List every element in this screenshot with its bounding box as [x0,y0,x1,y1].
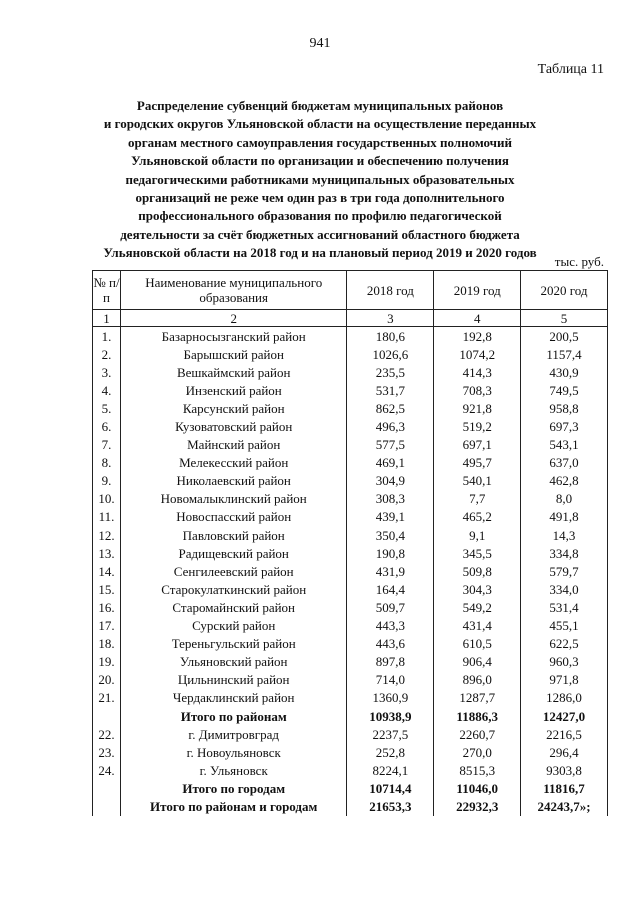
value-2018: 1360,9 [347,689,434,707]
row-number: 6. [93,417,121,435]
row-number: 24. [93,761,121,779]
value-2019: 2260,7 [434,725,521,743]
row-number: 16. [93,598,121,616]
value-2020: 971,8 [521,671,608,689]
value-2019: 192,8 [434,327,521,346]
value-2020: 462,8 [521,472,608,490]
value-2020: 334,8 [521,544,608,562]
table-row [93,327,608,346]
header-2018: 2018 год [347,271,434,310]
value-2018: 252,8 [347,743,434,761]
table-row [93,436,608,454]
value-2020: 334,0 [521,580,608,598]
table-row [93,508,608,526]
value-2019: 697,1 [434,436,521,454]
row-number: 19. [93,653,121,671]
table-row [93,526,608,544]
value-2018: 180,6 [347,327,434,346]
title-line: педагогическими работниками муниципальных образовательных [125,171,515,187]
column-number-row [93,310,608,327]
document-title [80,97,560,263]
value-2020: 8,0 [521,490,608,508]
row-number: 15. [93,580,121,598]
row-name: Цильнинский район [120,671,347,689]
row-number [93,779,121,797]
row-name: Новомалыклинский район [120,490,347,508]
row-number: 17. [93,617,121,635]
value-2020: 1286,0 [521,689,608,707]
value-2018: 496,3 [347,417,434,435]
table-row [93,417,608,435]
value-2019: 540,1 [434,472,521,490]
col-number-2: 2 [120,310,347,327]
value-2020: 24243,7»; [521,797,608,815]
value-2018: 509,7 [347,598,434,616]
value-2020: 12427,0 [521,707,608,725]
title-line: Ульяновской области на 2018 год и на плановый период 2019 и 2020 годов [103,245,537,261]
value-2020: 958,8 [521,399,608,417]
value-2018: 862,5 [347,399,434,417]
title-line: организаций не реже чем один раз в три года дополнительного [135,190,505,206]
row-number: 20. [93,671,121,689]
table-row [93,472,608,490]
header-2019: 2019 год [434,271,521,310]
subsidy-table [92,270,608,816]
row-number: 21. [93,689,121,707]
table-row [93,689,608,707]
value-2018: 10938,9 [347,707,434,725]
row-number: 7. [93,436,121,454]
value-2019: 519,2 [434,417,521,435]
row-number: 23. [93,743,121,761]
table-row [93,725,608,743]
value-2019: 270,0 [434,743,521,761]
title-line: Ульяновской области по организации и обеспечению получения [131,153,509,169]
row-number: 13. [93,544,121,562]
row-number: 1. [93,327,121,346]
table-row [93,381,608,399]
value-2018: 2237,5 [347,725,434,743]
row-number: 4. [93,381,121,399]
row-number: 12. [93,526,121,544]
value-2019: 1287,7 [434,689,521,707]
header-num: № п/п [93,271,121,310]
table-total-row [93,797,608,815]
value-2018: 439,1 [347,508,434,526]
col-number-5: 5 [521,310,608,327]
table-row [93,544,608,562]
table-header-row [93,271,608,310]
row-number: 10. [93,490,121,508]
page-number: 941 [309,36,331,51]
value-2020: 749,5 [521,381,608,399]
col-number-4: 4 [434,310,521,327]
table-row [93,743,608,761]
table-row [93,635,608,653]
row-name: Сенгилеевский район [120,562,347,580]
value-2019: 509,8 [434,562,521,580]
table-row [93,454,608,472]
title-line: деятельности за счёт бюджетных ассигнований областного бюджета [120,226,520,242]
value-2018: 443,6 [347,635,434,653]
value-2018: 10714,4 [347,779,434,797]
value-2018: 714,0 [347,671,434,689]
value-2019: 708,3 [434,381,521,399]
row-name: Базарносызганский район [120,327,347,346]
value-2019: 549,2 [434,598,521,616]
value-2019: 906,4 [434,653,521,671]
row-number: 5. [93,399,121,417]
value-2019: 921,8 [434,399,521,417]
value-2019: 9,1 [434,526,521,544]
value-2018: 304,9 [347,472,434,490]
value-2019: 8515,3 [434,761,521,779]
value-2020: 200,5 [521,327,608,346]
row-number: 2. [93,345,121,363]
value-2018: 577,5 [347,436,434,454]
value-2018: 350,4 [347,526,434,544]
row-name: Павловский район [120,526,347,544]
table-row [93,617,608,635]
value-2018: 164,4 [347,580,434,598]
row-number: 11. [93,508,121,526]
value-2018: 308,3 [347,490,434,508]
value-2020: 296,4 [521,743,608,761]
row-name: Инзенский район [120,381,347,399]
row-name: Мелекесский район [120,454,347,472]
row-name: Старокулаткинский район [120,580,347,598]
row-name: Карсунский район [120,399,347,417]
value-2019: 1074,2 [434,345,521,363]
value-2018: 469,1 [347,454,434,472]
value-2020: 430,9 [521,363,608,381]
value-2020: 622,5 [521,635,608,653]
row-name: Итого по городам [120,779,347,797]
row-name: г. Ульяновск [120,761,347,779]
row-name: г. Новоульяновск [120,743,347,761]
title-line: органам местного самоуправления государственных полномочий [127,134,512,150]
value-2019: 22932,3 [434,797,521,815]
table-row [93,562,608,580]
value-2019: 304,3 [434,580,521,598]
table-row [93,598,608,616]
value-2019: 431,4 [434,617,521,635]
row-number [93,797,121,815]
title-line: профессионального образования по профилю педагогической [138,208,502,224]
table-total-row [93,707,608,725]
value-2020: 11816,7 [521,779,608,797]
row-name: Ульяновский район [120,653,347,671]
value-2018: 190,8 [347,544,434,562]
row-number: 8. [93,454,121,472]
row-number [93,707,121,725]
value-2020: 1157,4 [521,345,608,363]
row-name: Кузоватовский район [120,417,347,435]
table-label: Таблица 11 [537,62,604,77]
value-2020: 579,7 [521,562,608,580]
table-row [93,363,608,381]
value-2019: 414,3 [434,363,521,381]
value-2020: 14,3 [521,526,608,544]
value-2018: 21653,3 [347,797,434,815]
value-2020: 960,3 [521,653,608,671]
value-2019: 11046,0 [434,779,521,797]
row-name: Новоспасский район [120,508,347,526]
title-line: Распределение субвенций бюджетам муниципальных районов [136,98,504,113]
value-2019: 610,5 [434,635,521,653]
value-2020: 491,8 [521,508,608,526]
table-row [93,653,608,671]
value-2020: 531,4 [521,598,608,616]
value-2020: 697,3 [521,417,608,435]
col-number-3: 3 [347,310,434,327]
row-name: Майнский район [120,436,347,454]
value-2020: 2216,5 [521,725,608,743]
value-2018: 8224,1 [347,761,434,779]
value-2019: 465,2 [434,508,521,526]
header-2020: 2020 год [521,271,608,310]
row-number: 9. [93,472,121,490]
value-2018: 1026,6 [347,345,434,363]
row-name: Старомайнский район [120,598,347,616]
row-name: Радищевский район [120,544,347,562]
value-2018: 431,9 [347,562,434,580]
row-name: Итого по районам [120,707,347,725]
table-row [93,580,608,598]
row-name: г. Димитровград [120,725,347,743]
value-2018: 531,7 [347,381,434,399]
row-name: Чердаклинский район [120,689,347,707]
unit-label: тыс. руб. [554,254,604,269]
row-number: 3. [93,363,121,381]
value-2020: 637,0 [521,454,608,472]
table-total-row [93,779,608,797]
table-row [93,399,608,417]
row-name: Тереньгульский район [120,635,347,653]
row-name: Итого по районам и городам [120,797,347,815]
value-2018: 443,3 [347,617,434,635]
value-2020: 9303,8 [521,761,608,779]
value-2020: 455,1 [521,617,608,635]
value-2018: 235,5 [347,363,434,381]
title-line: и городских округов Ульяновской области на осуществление переданных [103,116,537,132]
row-name: Николаевский район [120,472,347,490]
value-2019: 11886,3 [434,707,521,725]
value-2018: 897,8 [347,653,434,671]
row-name: Барышский район [120,345,347,363]
row-name: Вешкаймский район [120,363,347,381]
row-name: Сурский район [120,617,347,635]
value-2019: 7,7 [434,490,521,508]
row-number: 14. [93,562,121,580]
value-2020: 543,1 [521,436,608,454]
col-number-1: 1 [93,310,121,327]
table-row [93,671,608,689]
value-2019: 345,5 [434,544,521,562]
header-name: Наименование муниципального образования [120,271,347,310]
value-2019: 896,0 [434,671,521,689]
row-number: 18. [93,635,121,653]
table-row [93,345,608,363]
table-row [93,761,608,779]
value-2019: 495,7 [434,454,521,472]
table-row [93,490,608,508]
row-number: 22. [93,725,121,743]
